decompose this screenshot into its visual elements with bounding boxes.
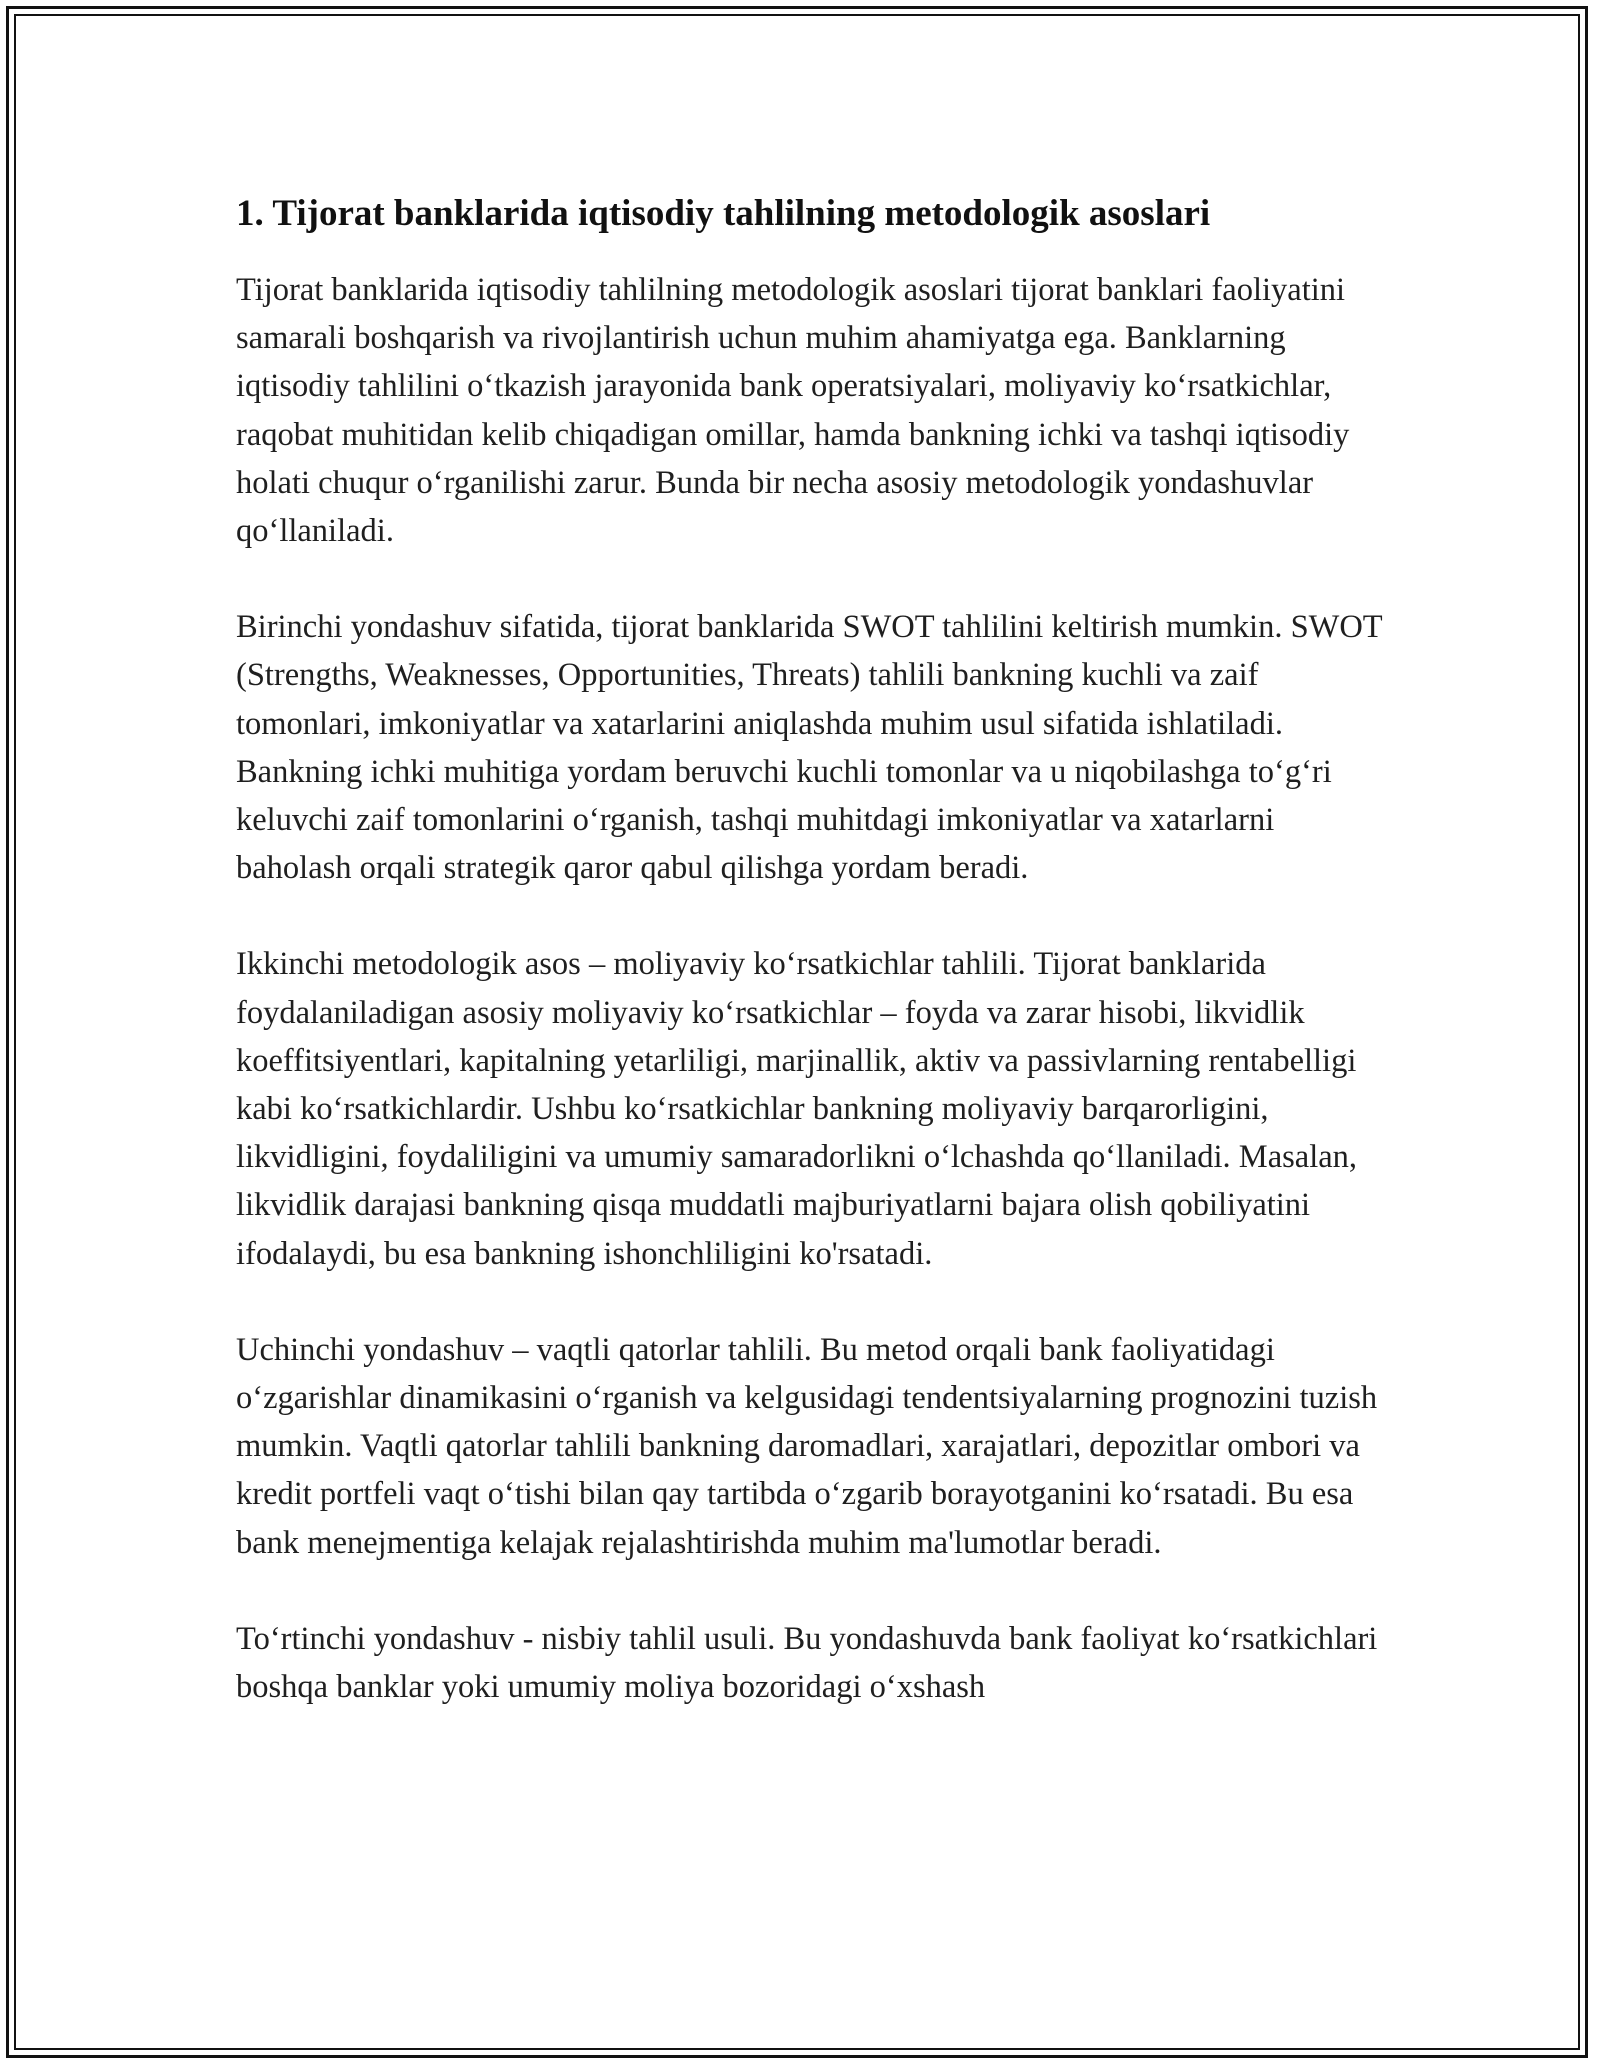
paragraph-time-series: Uchinchi yondashuv – vaqtli qatorlar tahlili. Bu metod orqali bank faoliyatidagi o‘zgarishlar dinamikasini o‘rganish va kelgusidagi tendentsiyalarning prognozini tuzish mumkin. Vaqtli qatorlar tahlili bankning daromadlari, xarajatlari, depozitlar ombori va kredit portfeli vaqt o‘tishi bilan qay tartibda o‘zgarib borayotganini ko‘rsatadi. Bu esa bank menejmentiga kelajak rejalashtirishda muhim ma'lumotlar beradi. — [236, 1331, 1378, 1561]
paragraph-swot: Birinchi yondashuv sifatida, tijorat banklarida SWOT tahlilini keltirish mumkin. SWOT (Strengths, Weaknesses, Opportunities, Threats) tahlili bankning kuchli va zaif tomonlari, imkoniyatlar va xatarlarini aniqlashda muhim usul sifatida ishlatiladi. Bankning ichki muhitiga yordam beruvchi kuchli tomonlar va u niqobilashga to‘g‘ri keluvchi zaif tomonlarini o‘rganish, tashqi muhitdagi imkoniyatlar va xatarlarni baholash orqali strategik qaror qabul qilishga yordam beradi. — [236, 609, 1383, 887]
document-body — [236, 186, 1386, 1759]
paragraph-relative-analysis: To‘rtinchi yondashuv - nisbiy tahlil usuli. Bu yondashuvda bank faoliyat ko‘rsatkichlari boshqa banklar yoki umumiy moliya bozoridagi o‘xshash — [236, 1620, 1378, 1706]
paragraph-financial-indicators: Ikkinchi metodologik asos – moliyaviy ko‘rsatkichlar tahlili. Tijorat banklarida foydalaniladigan asosiy moliyaviy ko‘rsatkichlar – foyda va zarar hisobi, likvidlik koeffitsiyentlari, kapitalning yetarliligi, marjinallik, aktiv va passivlarning rentabelligi kabi ko‘rsatkichlardir. Ushbu ko‘rsatkichlar bankning moliyaviy barqarorligini, likvidligini, foydaliligini va umumiy samaradorlikni o‘lchashda qo‘llaniladi. Masalan, likvidlik darajasi bankning qisqa muddatli majburiyatlarni bajara olish qobiliyatini ifodalaydi, bu esa bankning ishonchliligini ko'rsatadi. — [236, 946, 1358, 1272]
paragraph-intro: Tijorat banklarida iqtisodiy tahlilning metodologik asoslari tijorat banklari faoliyatini samarali boshqarish va rivojlantirish uchun muhim ahamiyatga ega. Banklarning iqtisodiy tahlilini o‘tkazish jarayonida bank operatsiyalari, moliyaviy ko‘rsatkichlar, raqobat muhitidan kelib chiqadigan omillar, hamda bankning ichki va tashqi iqtisodiy holati chuqur o‘rganilishi zarur. Bunda bir necha asosiy metodologik yondashuvlar qo‘llaniladi. — [236, 272, 1350, 550]
section-heading: 1. Tijorat banklarida iqtisodiy tahlilning metodologik asoslari — [236, 193, 1211, 234]
